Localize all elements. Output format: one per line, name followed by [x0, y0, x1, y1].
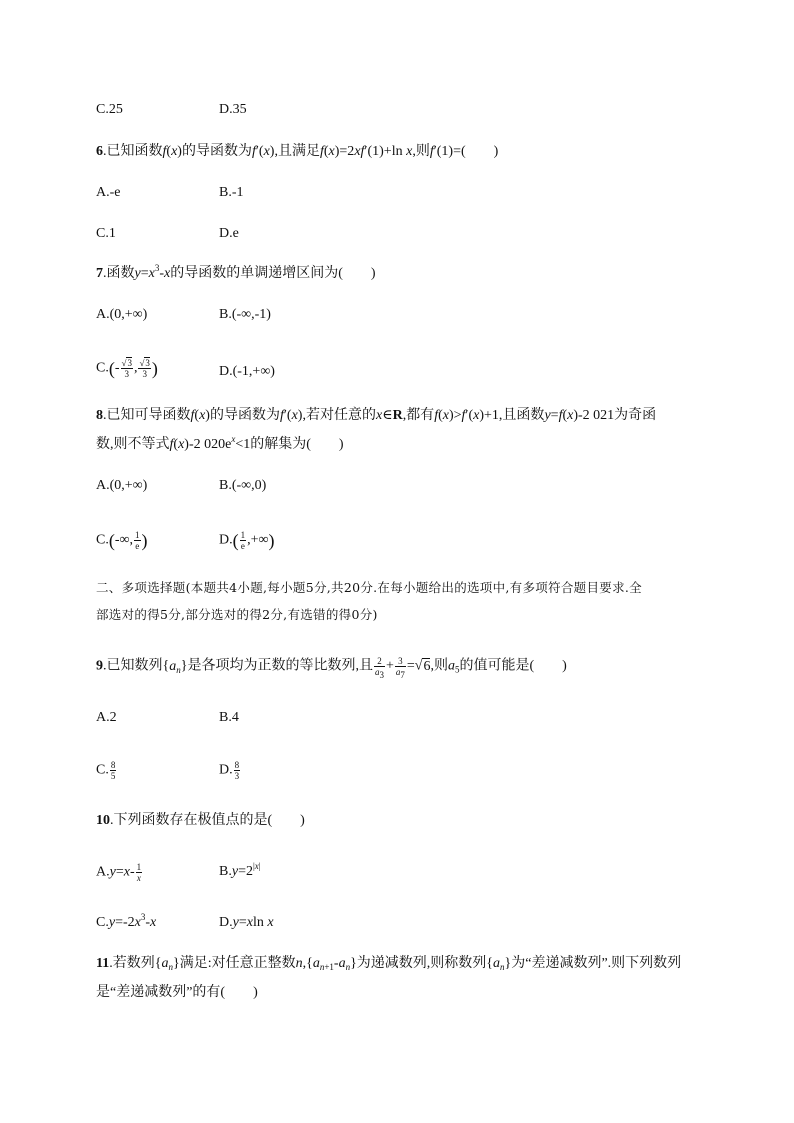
- question-9-option-a: A.2: [96, 710, 117, 725]
- question-9-option-d: D. $\frac{8}{3}$: [219, 760, 240, 781]
- question-7-option-b: B.(-∞,-1): [219, 307, 271, 322]
- question-9-stem: 9.已知数列$\{a_n\}$是各项均为正数的等比数列,且 $\frac{2}{a_3}$ + $\frac{3}{a_7}$ =√6,则$a_5$的值可能是( ): [96, 656, 567, 680]
- question-10-option-b: $B.y=2^{|x|}$: [219, 861, 261, 879]
- question-6-option-c: C.1: [96, 226, 116, 241]
- question-8-stem-line-2: 数,则不等式f(x)-2 $020e^x<1$的解集为( ): [96, 434, 344, 452]
- question-7-option-a: A.(0,+∞): [96, 307, 148, 322]
- question-11-stem-line-2: 是“差递减数列”的有( ): [96, 985, 258, 1000]
- question-8-option-a: A.(0,+∞): [96, 478, 148, 493]
- question-10-option-a: A.y=x- $\frac{1}{x}$: [96, 862, 142, 883]
- prev-option-c: C.25: [96, 102, 123, 117]
- question-11-stem-line-1: 11.若数列$\{a_n\}$满足:对任意正整数$n,\{a_{n+1}-a_n\}$为递减数列,则称数列$\{a_n\}$为“差递减数列”.则下列数列: [96, 956, 682, 972]
- question-7-stem: 7.函数$y=x^3-x$的导函数的单调递增区间为( ): [96, 263, 376, 281]
- section-2-heading-line-2: 部选对的得5分,部分选对的得2分,有选错的得0分): [96, 607, 378, 622]
- question-6-option-d: D.e: [219, 226, 239, 241]
- question-8-option-c: C.(-∞, $\frac{1}{e}$ ): [96, 530, 148, 551]
- question-8-stem-line-1: 8.已知可导函数f(x)的导函数为f′(x),若对任意的x∈R,都有f(x)>f′(x)+1,且函数y=f(x)-2 021为奇函: [96, 408, 657, 423]
- section-2-heading-line-1: 二、多项选择题(本题共4小题,每小题5分,共20分.在每小题给出的选项中,有多项符合题目要求.全: [96, 580, 642, 595]
- question-10-option-d: D.y=xln x: [219, 915, 274, 930]
- question-9-option-b: B.4: [219, 710, 239, 725]
- question-7-option-d: D.(-1,+∞): [219, 364, 275, 379]
- prev-option-d: D.35: [219, 102, 247, 117]
- question-6-option-b: B.-1: [219, 185, 244, 200]
- question-8-option-b: B.(-∞,0): [219, 478, 267, 493]
- question-8-option-d: D.( $\frac{1}{e}$ ,+∞): [219, 530, 275, 551]
- question-6-stem: 6.已知函数f(x)的导函数为f′(x),且满足f(x)=2xf′(1)+ln x,则f′(1)=( ): [96, 144, 499, 159]
- question-6-option-a: A.-e: [96, 185, 121, 200]
- question-7-option-c: C.(- $\frac{√3}{3}$ , $\frac{√3}{3}$ ): [96, 358, 158, 379]
- question-10-stem: 10.下列函数存在极值点的是( ): [96, 813, 305, 828]
- question-9-option-c: C. $\frac{8}{5}$: [96, 760, 116, 781]
- question-10-option-c: $C.y=-2x^3-x$: [96, 912, 157, 930]
